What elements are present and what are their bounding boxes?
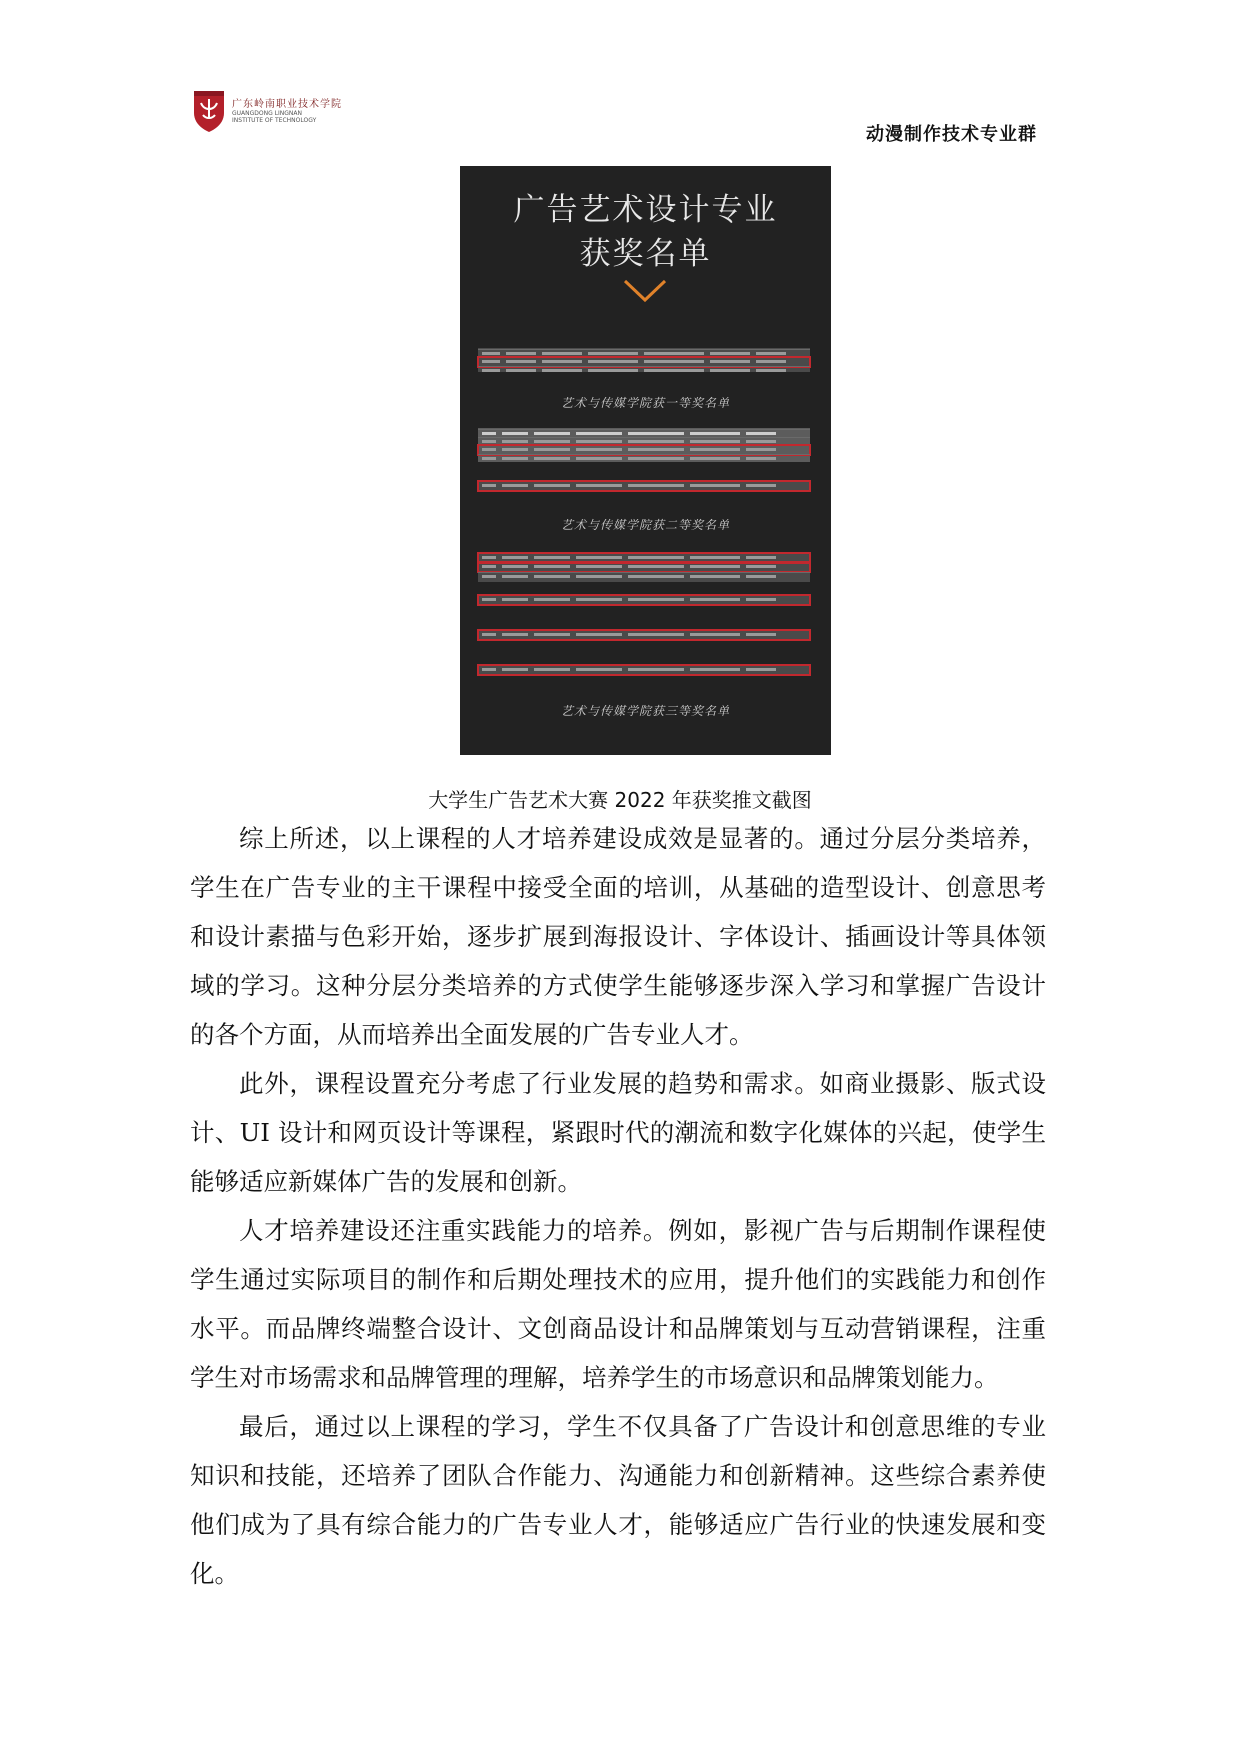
table-row xyxy=(478,437,810,445)
third-prize-table-3 xyxy=(478,629,810,641)
banner-second-prize: 艺术与传媒学院获二等奖名单 xyxy=(560,518,730,532)
paragraph-practice: 人才培养建设还注重实践能力的培养。例如，影视广告与后期制作课程使学生通过实际项目的制作和后期处理技术的应用，提升他们的实践能力和创作水平。而品牌终端整合设计、文创商品设计和品牌策划与互动营销课程，注重学生对市场需求和品牌管理的理解，培养学生的市场意识和品牌策划能力。 xyxy=(190,1216,1046,1392)
figure-caption: 大学生广告艺术大赛 2022 年获奖推文截图 xyxy=(428,788,812,812)
table-row xyxy=(478,366,810,374)
table-row-highlighted xyxy=(478,595,810,605)
paragraph-summary: 综上所述，以上课程的人才培养建设成效是显著的。通过分层分类培养，学生在广告专业的主干课程中接受全面的培训，从基础的造型设计、创意思考和设计素描与色彩开始，逐步扩展到海报设计、字体设计、插画设计等具体领域的学习。这种分层分类培养的方式使学生能够逐步深入学习和掌握广告设计的各个方面，从而培养出全面发展的广告专业人才。 xyxy=(190,824,1046,1049)
paragraph-curriculum: 此外，课程设置充分考虑了行业发展的趋势和需求。如商业摄影、版式设计、UI 设计和网页设计等课程，紧跟时代的潮流和数字化媒体的兴起，使学生能够适应新媒体广告的发展和创新。 xyxy=(190,1069,1046,1196)
table-row xyxy=(478,572,810,580)
third-prize-table-4 xyxy=(478,664,810,676)
poster-title-line2: 获奖名单 xyxy=(579,236,712,272)
table-row-highlighted xyxy=(478,630,810,640)
second-prize-table-2 xyxy=(478,480,810,492)
header-title: 动漫制作技术专业群 xyxy=(866,124,1037,145)
table-row xyxy=(478,349,810,357)
table-row-highlighted xyxy=(478,562,810,572)
logo-name-en-2: INSTITUTE OF TECHNOLOGY xyxy=(232,116,317,124)
third-prize-table-2 xyxy=(478,594,810,606)
table-row-highlighted xyxy=(478,481,810,491)
third-prize-table xyxy=(478,552,810,582)
paragraph-conclusion: 最后，通过以上课程的学习，学生不仅具备了广告设计和创意思维的专业知识和技能，还培养了团队合作能力、沟通能力和创新精神。这些综合素养使他们成为了具有综合能力的广告专业人才，能够适应广告行业的快速发展和变化。 xyxy=(190,1412,1046,1588)
table-header-row xyxy=(478,429,810,437)
table-row-highlighted xyxy=(478,665,810,675)
school-logo xyxy=(192,89,342,133)
poster-title-line1: 广告艺术设计专业 xyxy=(513,192,778,228)
banner-third-prize: 艺术与传媒学院获三等奖名单 xyxy=(560,704,730,718)
table-row xyxy=(478,454,810,462)
banner-first-prize: 艺术与传媒学院获一等奖名单 xyxy=(560,396,730,410)
logo-name-en-1: GUANGDONG LINGNAN xyxy=(232,109,303,117)
first-prize-table xyxy=(478,348,810,372)
logo-name-cn: 广东岭南职业技术学院 xyxy=(232,98,342,110)
award-poster-image xyxy=(460,166,831,755)
school-shield-icon xyxy=(192,89,226,133)
chevron-down-icon xyxy=(622,278,668,304)
second-prize-table xyxy=(478,428,810,462)
